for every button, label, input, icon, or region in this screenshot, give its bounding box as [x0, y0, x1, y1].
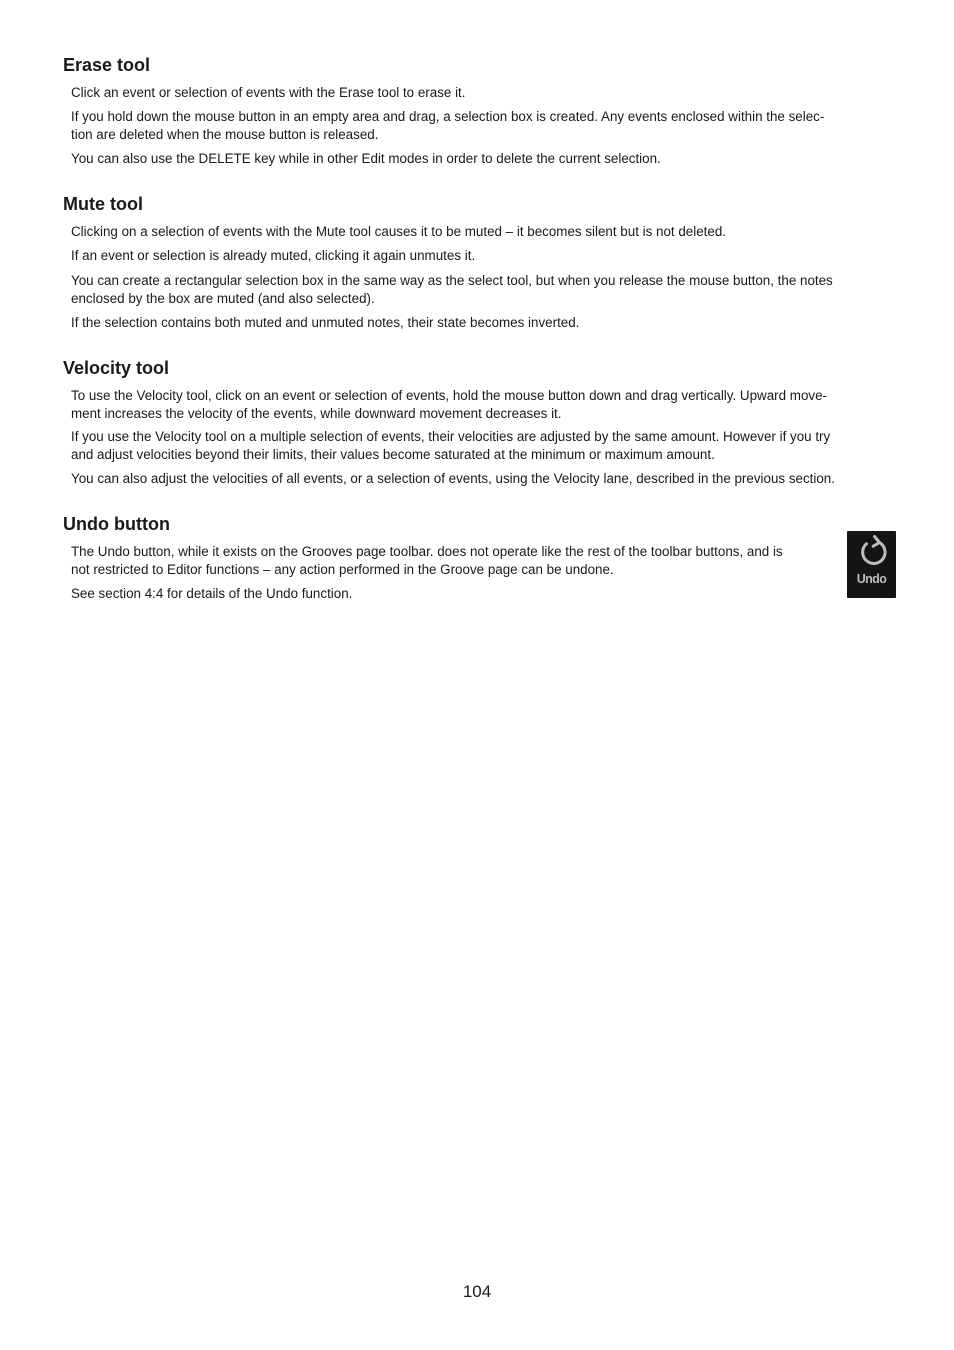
paragraph [71, 314, 579, 332]
undo-icon-label: Undo [856, 572, 887, 586]
paragraph [71, 108, 824, 143]
text-line: tion are deleted when the mouse button is released. [71, 126, 379, 142]
text-line: not restricted to Editor functions – any action performed in the Groove page can be undone. [71, 561, 614, 577]
paragraph [71, 428, 830, 463]
text-line: and adjust velocities beyond their limits, their values become saturated at the minimum or maximum amount. [71, 446, 715, 462]
undo-icon [847, 531, 896, 598]
page-number: 104 [462, 1282, 492, 1301]
paragraph [71, 387, 827, 422]
text-line: You can also use the DELETE key while in other Edit modes in order to delete the current selection. [71, 151, 661, 166]
text-line: You can also adjust the velocities of all events, or a selection of events, using the Velocity lane, described in the previous section. [71, 471, 835, 486]
paragraph [71, 247, 475, 265]
section-heading-velocity-tool: Velocity tool [63, 358, 170, 378]
paragraph [71, 84, 465, 102]
text-line: enclosed by the box are muted (and also selected). [71, 290, 375, 306]
paragraph [71, 543, 783, 578]
paragraph [71, 223, 726, 241]
text-line: If an event or selection is already muted, clicking it again unmutes it. [71, 248, 476, 263]
text-line: The Undo button, while it exists on the Grooves page toolbar. does not operate like the rest of the toolbar buttons, and is [71, 544, 783, 559]
paragraph [71, 585, 352, 603]
text-line: ment increases the velocity of the events, while downward movement decreases it. [71, 405, 562, 421]
text-line: To use the Velocity tool, click on an event or selection of events, hold the mouse button down and drag vertically. Upward move- [71, 388, 827, 403]
text-line: If you hold down the mouse button in an empty area and drag, a selection box is created. Any events enclosed within the selec- [71, 109, 825, 124]
undo-arrow-icon [847, 531, 896, 573]
text-line: If you use the Velocity tool on a multiple selection of events, their velocities are adjusted by the same amount. However if you try [71, 429, 831, 444]
section-heading-erase-tool: Erase tool [63, 55, 151, 75]
text-line: See section 4:4 for details of the Undo function. [71, 586, 353, 601]
paragraph [71, 470, 835, 488]
text-line: You can create a rectangular selection box in the same way as the select tool, but when you release the mouse button, the notes [71, 273, 833, 288]
paragraph [71, 272, 833, 307]
paragraph [71, 150, 661, 168]
section-heading-mute-tool: Mute tool [63, 194, 143, 214]
section-heading-undo-button: Undo button [63, 514, 170, 534]
text-line: If the selection contains both muted and unmuted notes, their state becomes inverted. [71, 315, 580, 330]
text-line: Click an event or selection of events with the Erase tool to erase it. [71, 85, 466, 100]
text-line: Clicking on a selection of events with the Mute tool causes it to be muted – it becomes silent but is not deleted. [71, 224, 727, 239]
